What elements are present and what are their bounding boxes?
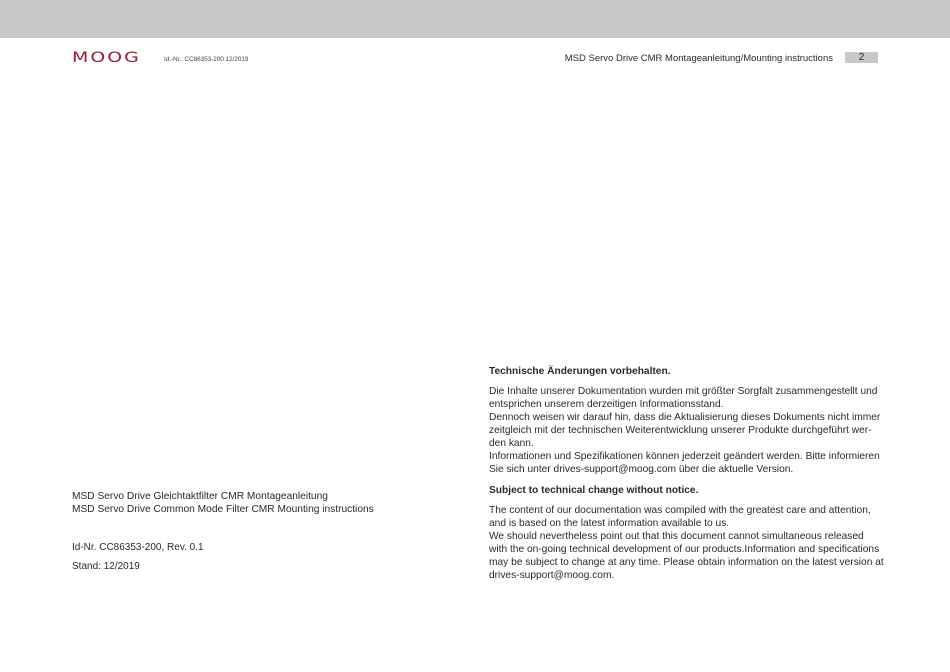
legal-line-de: Dennoch weisen wir darauf hin, dass die Aktualisierung dieses Dokuments nicht immer (489, 412, 881, 423)
legal-heading-en: Subject to technical change without notice. (489, 485, 699, 496)
legal-line-en: and is based on the latest information available to us. (489, 518, 730, 529)
legal-line-en: drives-support@moog.com. (489, 570, 615, 581)
legal-line-de: Die Inhalte unserer Dokumentation wurden mit größter Sorgfalt zusammengestellt und (489, 386, 878, 397)
top-gray-bar (0, 0, 950, 38)
document-stand-date: Stand: 12/2019 (72, 561, 140, 572)
legal-line-en: The content of our documentation was compiled with the greatest care and attention, (489, 505, 871, 516)
document-title-en: MSD Servo Drive Common Mode Filter CMR Mounting instructions (72, 504, 374, 515)
document-title-block (72, 490, 374, 516)
legal-line-en: with the on-going technical development of our products.Information and specifications (489, 544, 880, 555)
legal-text-de (489, 385, 879, 476)
legal-line-de: entsprichen unserem derzeitigen Informationsstand. (489, 399, 724, 410)
legal-line-en: may be subject to change at any time. Please obtain information on the latest version at (489, 557, 884, 568)
header-doc-id: Id.-Nr.: CC86353-200 12/2019 (164, 56, 249, 63)
legal-line-de: Informationen und Spezifikationen können jederzeit geändert werden. Bitte informieren (489, 451, 880, 462)
legal-heading-de: Technische Änderungen vorbehalten. (489, 366, 671, 377)
legal-text-en (489, 504, 884, 582)
legal-line-de: den kann. (489, 438, 534, 449)
document-id-revision: Id-Nr. CC86353-200, Rev. 0.1 (72, 542, 204, 553)
document-title-de: MSD Servo Drive Gleichtaktfilter CMR Montageanleitung (72, 491, 328, 502)
moog-logo: MOOG (72, 50, 141, 66)
legal-notice-column (489, 365, 884, 582)
legal-line-de: zeitgleich mit der technischen Weiterentwicklung unserer Produkte durchgeführt wer- (489, 425, 872, 436)
legal-line-en: We should nevertheless point out that this document cannot simultaneous released (489, 531, 864, 542)
legal-line-de: Sie sich unter drives-support@moog.com über die aktuelle Version. (489, 464, 794, 475)
page-number: 2 (845, 52, 878, 63)
header-title: MSD Servo Drive CMR Montageanleitung/Mounting instructions (564, 53, 833, 64)
